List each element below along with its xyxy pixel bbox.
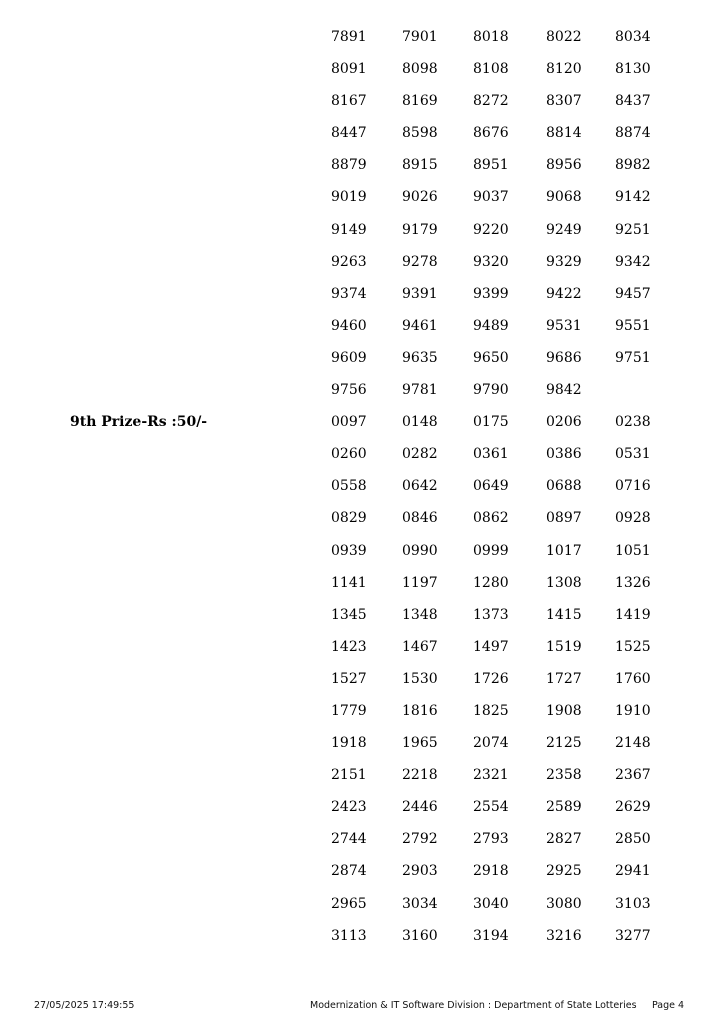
ticket-number: 0928: [615, 510, 651, 527]
ticket-number: 1419: [615, 606, 651, 623]
table-row: [0, 759, 724, 791]
ticket-number: 2850: [615, 831, 651, 848]
ticket-number: 1345: [331, 606, 367, 623]
ticket-number: 2744: [331, 831, 367, 848]
ticket-number: 8022: [546, 29, 582, 45]
ticket-number: 2629: [615, 799, 651, 816]
table-row: [0, 342, 724, 374]
ticket-number: 2148: [615, 735, 651, 752]
ticket-number: 2941: [615, 863, 651, 880]
table-row: [0, 149, 724, 181]
ticket-number: 8307: [546, 93, 582, 110]
ticket-number: 2925: [546, 863, 582, 880]
results-table: [0, 21, 724, 952]
ticket-number: 8018: [473, 29, 509, 45]
table-row: [0, 374, 724, 406]
ticket-number: 8874: [615, 125, 651, 142]
ticket-number: 1497: [473, 638, 509, 655]
ticket-number: 2218: [402, 767, 438, 784]
table-row: [0, 727, 724, 759]
table-row: [0, 278, 724, 310]
ticket-number: 1908: [546, 702, 582, 719]
ticket-number: 9751: [615, 349, 651, 366]
table-row: [0, 791, 724, 823]
ticket-number: 0897: [546, 510, 582, 527]
footer-datetime: 27/05/2025 17:49:55: [34, 1000, 135, 1011]
ticket-number: 9460: [331, 317, 367, 334]
ticket-number: 1373: [473, 606, 509, 623]
table-row: [0, 888, 724, 920]
ticket-number: 9263: [331, 253, 367, 270]
ticket-number: 2554: [473, 799, 509, 816]
ticket-number: 8437: [615, 93, 651, 110]
ticket-number: 9220: [473, 221, 509, 238]
ticket-number: 2793: [473, 831, 509, 848]
footer-page-number: Page 4: [652, 1000, 685, 1011]
ticket-number: 1280: [473, 574, 509, 591]
ticket-number: 9781: [402, 382, 438, 399]
ticket-number: 2446: [402, 799, 438, 816]
ticket-number: 3034: [402, 895, 438, 912]
table-row: [0, 406, 724, 438]
table-row: [0, 920, 724, 952]
table-row: [0, 53, 724, 85]
ticket-number: 1051: [615, 542, 651, 559]
ticket-number: 8108: [473, 61, 509, 78]
table-row: [0, 535, 724, 567]
ticket-number: 9551: [615, 317, 651, 334]
ticket-number: 0148: [402, 414, 438, 431]
table-row: [0, 695, 724, 727]
ticket-number: 2965: [331, 895, 367, 912]
ticket-number: 8879: [331, 157, 367, 174]
ticket-number: 8091: [331, 61, 367, 78]
ticket-number: 0175: [473, 414, 509, 431]
table-row: [0, 663, 724, 695]
table-row: [0, 438, 724, 470]
ticket-number: 0386: [546, 446, 582, 463]
ticket-number: 1415: [546, 606, 582, 623]
ticket-number: 0260: [331, 446, 367, 463]
ticket-number: 0999: [473, 542, 509, 559]
ticket-number: 8915: [402, 157, 438, 174]
ticket-number: 9391: [402, 285, 438, 302]
table-row: [0, 85, 724, 117]
ticket-number: 2321: [473, 767, 509, 784]
ticket-number: 2918: [473, 863, 509, 880]
ticket-number: 2151: [331, 767, 367, 784]
ticket-number: 9037: [473, 189, 509, 206]
ticket-number: 1918: [331, 735, 367, 752]
ticket-number: 0829: [331, 510, 367, 527]
ticket-number: 0862: [473, 510, 509, 527]
ticket-number: 1197: [402, 574, 438, 591]
ticket-number: 1726: [473, 670, 509, 687]
ticket-number: 0716: [615, 478, 651, 495]
ticket-number: 9650: [473, 349, 509, 366]
ticket-number: 1017: [546, 542, 582, 559]
ticket-number: 0990: [402, 542, 438, 559]
ticket-number: 9489: [473, 317, 509, 334]
table-row: [0, 855, 724, 887]
ticket-number: 0206: [546, 414, 582, 431]
ticket-number: 3113: [331, 927, 367, 944]
ticket-number: 3040: [473, 895, 509, 912]
ticket-number: 9142: [615, 189, 651, 206]
ticket-number: 2903: [402, 863, 438, 880]
ticket-number: 0642: [402, 478, 438, 495]
ticket-number: 2074: [473, 735, 509, 752]
ticket-number: 9068: [546, 189, 582, 206]
ticket-number: 1527: [331, 670, 367, 687]
ticket-number: 1141: [331, 574, 367, 591]
table-row: [0, 470, 724, 502]
ticket-number: 9026: [402, 189, 438, 206]
ticket-number: 9249: [546, 221, 582, 238]
ticket-number: 9790: [473, 382, 509, 399]
table-row: [0, 181, 724, 213]
ticket-number: 3160: [402, 927, 438, 944]
ticket-number: 9686: [546, 349, 582, 366]
ticket-number: 0649: [473, 478, 509, 495]
ticket-number: 3080: [546, 895, 582, 912]
ticket-number: 9609: [331, 349, 367, 366]
ticket-number: 9842: [546, 382, 582, 399]
ticket-number: 1423: [331, 638, 367, 655]
ticket-number: 8167: [331, 93, 367, 110]
ticket-number: 0238: [615, 414, 651, 431]
ticket-number: 1965: [402, 735, 438, 752]
ticket-number: 1467: [402, 638, 438, 655]
ticket-number: 1779: [331, 702, 367, 719]
ticket-number: 9019: [331, 189, 367, 206]
ticket-number: 8676: [473, 125, 509, 142]
ticket-number: 2423: [331, 799, 367, 816]
ticket-number: 8956: [546, 157, 582, 174]
ticket-number: 8598: [402, 125, 438, 142]
prize-label: 9th Prize-Rs :50/-: [70, 414, 208, 431]
ticket-number: 2792: [402, 831, 438, 848]
ticket-number: 1519: [546, 638, 582, 655]
ticket-number: 8951: [473, 157, 509, 174]
ticket-number: 9342: [615, 253, 651, 270]
ticket-number: 8272: [473, 93, 509, 110]
ticket-number: 0688: [546, 478, 582, 495]
ticket-number: 0558: [331, 478, 367, 495]
ticket-number: 2367: [615, 767, 651, 784]
ticket-number: 9278: [402, 253, 438, 270]
ticket-number: 2125: [546, 735, 582, 752]
table-row: [0, 246, 724, 278]
ticket-number: 0846: [402, 510, 438, 527]
ticket-number: 3277: [615, 927, 651, 944]
ticket-number: 1525: [615, 638, 651, 655]
ticket-number: 0531: [615, 446, 651, 463]
ticket-number: 1326: [615, 574, 651, 591]
table-row: [0, 21, 724, 53]
ticket-number: 1816: [402, 702, 438, 719]
ticket-number: 9399: [473, 285, 509, 302]
ticket-number: 8447: [331, 125, 367, 142]
ticket-number: 9531: [546, 317, 582, 334]
ticket-number: 9374: [331, 285, 367, 302]
ticket-number: 8982: [615, 157, 651, 174]
table-row: [0, 117, 724, 149]
ticket-number: 1348: [402, 606, 438, 623]
ticket-number: 0097: [331, 414, 367, 431]
ticket-number: 1760: [615, 670, 651, 687]
ticket-number: 7891: [331, 29, 367, 45]
ticket-number: 1530: [402, 670, 438, 687]
ticket-number: 2589: [546, 799, 582, 816]
ticket-number: 2827: [546, 831, 582, 848]
ticket-number: 9635: [402, 349, 438, 366]
ticket-number: 1825: [473, 702, 509, 719]
ticket-number: 7901: [402, 29, 438, 45]
ticket-number: 8098: [402, 61, 438, 78]
table-row: [0, 599, 724, 631]
ticket-number: 1727: [546, 670, 582, 687]
ticket-number: 1910: [615, 702, 651, 719]
table-row: [0, 567, 724, 599]
ticket-number: 9320: [473, 253, 509, 270]
table-row: [0, 823, 724, 855]
ticket-number: 9457: [615, 285, 651, 302]
ticket-number: 2874: [331, 863, 367, 880]
ticket-number: 0282: [402, 446, 438, 463]
ticket-number: 8814: [546, 125, 582, 142]
table-row: [0, 502, 724, 534]
ticket-number: 3194: [473, 927, 509, 944]
ticket-number: 9179: [402, 221, 438, 238]
table-row: [0, 214, 724, 246]
ticket-number: 0361: [473, 446, 509, 463]
ticket-number: 0939: [331, 542, 367, 559]
ticket-number: 1308: [546, 574, 582, 591]
ticket-number: 8169: [402, 93, 438, 110]
ticket-number: 9251: [615, 221, 651, 238]
footer-division: Modernization & IT Software Division : Department of State Lotteries: [310, 1000, 637, 1011]
ticket-number: 9756: [331, 382, 367, 399]
ticket-number: 8034: [615, 29, 651, 45]
ticket-number: 9422: [546, 285, 582, 302]
table-row: [0, 631, 724, 663]
ticket-number: 9149: [331, 221, 367, 238]
ticket-number: 2358: [546, 767, 582, 784]
ticket-number: 3103: [615, 895, 651, 912]
ticket-number: 3216: [546, 927, 582, 944]
ticket-number: 8120: [546, 61, 582, 78]
ticket-number: 9461: [402, 317, 438, 334]
ticket-number: 9329: [546, 253, 582, 270]
table-row: [0, 310, 724, 342]
ticket-number: 8130: [615, 61, 651, 78]
